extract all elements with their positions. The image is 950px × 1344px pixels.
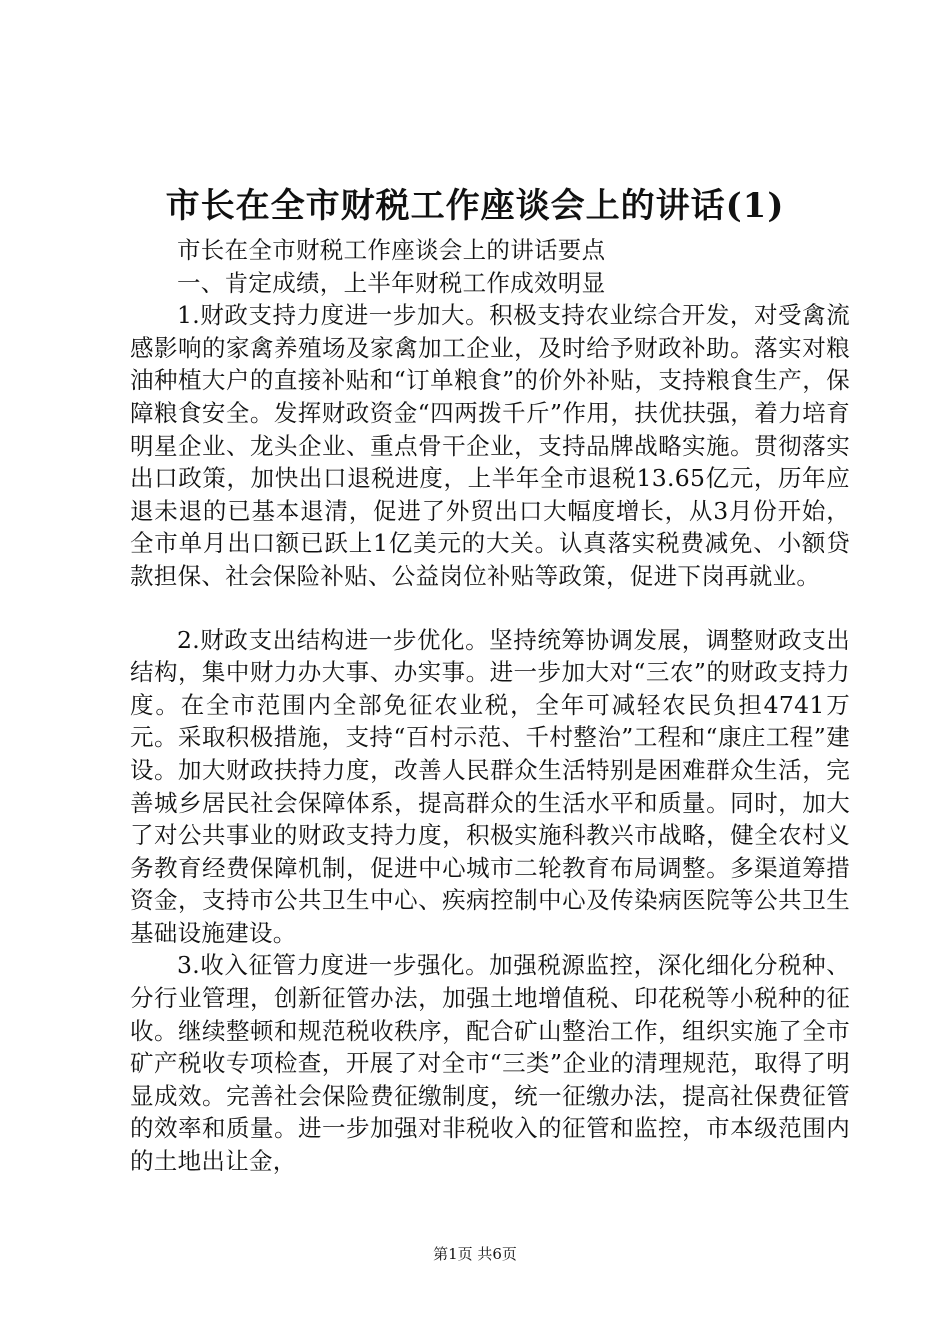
document-title: 市长在全市财税工作座谈会上的讲话(1) (165, 186, 785, 226)
paragraph-item-2: 2.财政支出结构进一步优化。坚持统筹协调发展，调整财政支出结构，集中财力办大事、办实事。进一步加大对“三农”的财政支持力度。在全市范围内全部免征农业税，全年可减轻农民负担4741万元。采取积极措施，支持“百村示范、千村整治”工程和“康庄工程”建设。加大财政扶持力度，改善人民群众生活特别是困难群众生活，完善城乡居民社会保障体系，提高群众的生活水平和质量。同时，加大了对公共事业的财政支持力度，积极实施科教兴市战略，健全农村义务教育经费保障机制，促进中心城市二轮教育布局调整。多渠道筹措资金，支持市公共卫生中心、疾病控制中心及传染病医院等公共卫生基础设施建设。 (130, 625, 850, 947)
paragraph-item-3: 3.收入征管力度进一步强化。加强税源监控，深化细化分税种、分行业管理，创新征管办法，加强土地增值税、印花税等小税种的征收。继续整顿和规范税收秩序，配合矿山整治工作，组织实施了全市矿产税收专项检查，开展了对全市“三类”企业的清理规范，取得了明显成效。完善社会保险费征缴制度，统一征缴办法，提高社保费征管的效率和质量。进一步加强对非税收入的征管和监控，市本级范围内的土地出让金， (130, 951, 850, 1176)
paragraph-item-1: 1.财政支持力度进一步加大。积极支持农业综合开发，对受禽流感影响的家禽养殖场及家禽加工企业，及时给予财政补助。落实对粮油种植大户的直接补贴和“订单粮食”的价外补贴，支持粮食生产，保障粮食安全。发挥财政资金“四两拨千斤”作用，扶优扶强，着力培育明星企业、龙头企业、重点骨干企业，支持品牌战略实施。贯彻落实出口政策，加快出口退税进度，上半年全市退税13.65亿元，历年应退未退的已基本退清，促进了外贸出口大幅度增长，从3月份开始，全市单月出口额已跃上1亿美元的大关。认真落实税费减免、小额贷款担保、社会保险补贴、公益岗位补贴等政策，促进下岗再就业。 (130, 301, 850, 590)
paragraph-section-heading: 一、肯定成绩，上半年财税工作成效明显 (177, 268, 606, 297)
page-footer: 第1页 共6页 (433, 1245, 517, 1263)
paragraph-summary-heading: 市长在全市财税工作座谈会上的讲话要点 (177, 236, 606, 264)
document-body (130, 234, 850, 1178)
